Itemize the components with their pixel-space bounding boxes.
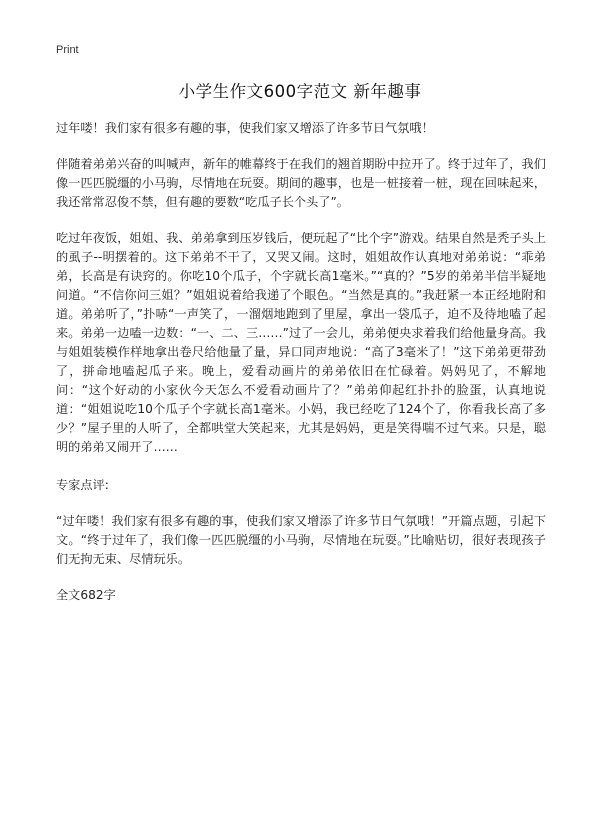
article-title: 小学生作文600字范文 新年趣事 (178, 82, 422, 101)
print-link[interactable]: Print (56, 44, 79, 56)
expert-review-heading: 专家点评: (56, 478, 109, 492)
body-paragraph-2: 吃过年夜饭，姐姐、我、弟弟拿到压岁钱后，便玩起了“比个字”游戏。结果自然是秃子头上的虱子--明摆着的。这下弟弟不干了，又哭又闹。这时，姐姐故作认真地对弟弟说：“乖弟弟，长高是有诀窍的。你吃10个瓜子，个字就长高1毫米。”“真的？”5岁的弟弟半信半疑地问道。“不信你问三姐？”姐姐说着给我递了个眼色。“当然是真的。”我赶紧一本正经地附和道。弟弟听了，”扑哧“一声笑了，一溜烟地跑到了里屋，拿出一袋瓜子，迫不及待地嗑了起来。弟弟一边嗑一边数：“一、二、三……”过了一会儿，弟弟便央求着我们给他量身高。我与姐姐装模作样地拿出卷尺给他量了量，异口同声地说：“高了3毫米了！”这下弟弟更带劲了，拼命地嗑起瓜子来。晚上，爱看动画片的弟弟依旧在忙碌着。妈妈见了，不解地问：“这个好动的小家伙今天怎么不爱看动画片了？”弟弟仰起红扑扑的脸蛋，认真地说道：“姐姐说吃10个瓜子个字就长高1毫米。小妈，我已经吃了124个了，你看我长高了多少？”屋子里的人听了，全都哄堂大笑起来，尤其是妈妈，更是笑得喘不过气来。只是，聪明的弟弟又闹开了…… (56, 231, 546, 454)
intro-paragraph: 过年喽！我们家有很多有趣的事，使我们家又增添了许多节日气氛哦！ (56, 121, 434, 135)
word-count: 全文682字 (56, 588, 116, 602)
article-body (56, 119, 546, 622)
body-paragraph-1: 伴随着弟弟兴奋的叫喊声，新年的帷幕终于在我们的翘首期盼中拉开了。终于过年了，我们像一匹匹脱缰的小马驹，尽情地在玩耍。期间的趣事，也是一桩接着一桩，现在回味起来，我还常常忍俊不禁，但有趣的要数“吃瓜子长个头了”。 (56, 157, 546, 209)
expert-review-paragraph: “过年喽！我们家有很多有趣的事，使我们家又增添了许多节日气氛哦！”开篇点题，引起下文。“终于过年了，我们像一匹匹脱缰的小马驹，尽情地在玩耍。”比喻贴切，很好表现孩子们无拘无束、尽情玩乐。 (56, 514, 546, 566)
